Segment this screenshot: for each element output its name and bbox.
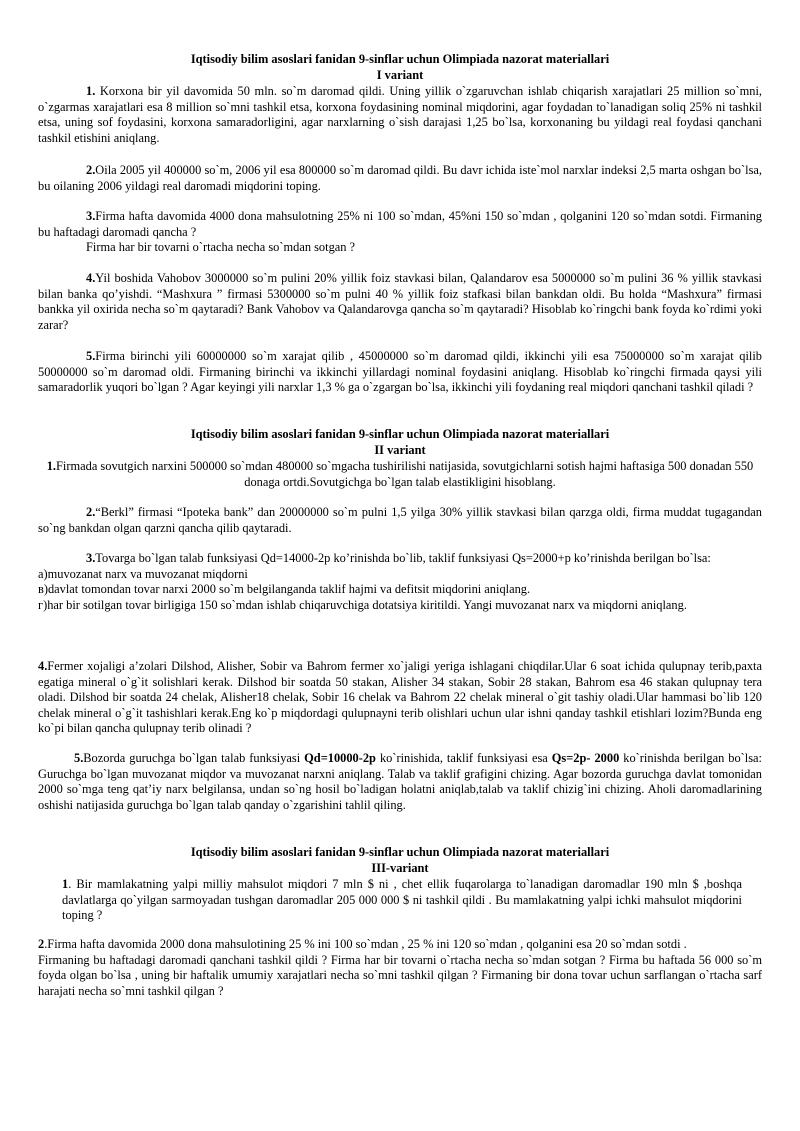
question-text: .Firma hafta davomida 2000 dona mahsulotining 25 % ini 100 so`mdan , 25 % ini 120 so`mdan , qolganini esa 20 so`mdan sotdi . [44,937,687,951]
question-text: ko`rinishida, taklif funksiyasi esa [375,751,552,765]
question-number: 2. [86,505,96,519]
v2-question-1 [38,459,762,490]
variant-label-v1: I variant [376,68,424,82]
v3-question-1 [62,877,742,924]
v1-question-5 [38,349,762,396]
question-text: Korxona bir yil davomida 50 mln. so`m daromad qildi. Uning yillik o`zgaruvchan ishlab chiqarish xarajatlari 25 million so`mni, o`zgarmas xarajatlari esa 8 million so`mni tashkil etsa, korxona foydasining nominal miqdorini, agar foydadan to`lanadigan soliq 25% ni tashkil etsa, uning sof foydasini, korxona samaradorligini, agar narxlarning o`sish darajasi 1,25 bo`lsa, korxonaning bu yildagi real foydasi qanchani tashkil etishini aniqlang. [38,84,762,145]
variant-label-v3: III-variant [371,861,429,875]
question-number: 1. [86,84,96,98]
v2-question-2 [38,505,762,536]
question-number: 4. [86,271,96,285]
question-number: 1 [62,877,69,891]
question-text: Firma hafta davomida 4000 dona mahsulotning 25% ni 100 so`mdan, 45%ni 150 so`mdan , qolganini 120 so`mdan sotdi. Firmaning bu haftadagi daromadi qancha ? [38,209,762,239]
question-number: 2 [38,937,45,951]
question-text: . Bir mamlakatning yalpi milliy mahsulot miqdori 7 mln $ ni , chet ellik fuqarolarga to`lanadigan daromadlar 190 mln $ ,boshqa davlatlarga qo`yilgan sarmoyadan tushgan daromadlar 205 000 000 $ ni tashkil qildi . Bu mamlakatning yalpi ichki mahsulot miqdorini toping ? [62,877,742,923]
question-number: 4. [38,659,48,673]
demand-function: Qd=10000-2p [304,751,376,765]
v2-question-3 [38,551,762,613]
v2-question-5 [38,751,762,813]
v1-question-4 [38,271,762,333]
question-text: ko`rinishda berilgan bo`lsa: Guruchga bo`lgan muvozanat miqdor va muvozanat narxni aniqlang. Talab va taklif grafigini chizing. Agar bozorda guruchga davlat tomonidan 2000 so`mga teng qat’iy narx belgilansa, undan so`ng hosil bo`ladigan holatni aniqlab,talab va taklif chizig`ini chizing. Aholi daromadlarining oshishi natijasida guruchga bo`lgan talab qanday o`zgarishini tahlil qiling. [38,751,762,812]
question-number: 3. [86,551,96,565]
question-number: 3. [86,209,96,223]
question-text: Fermer xojaligi a’zolari Dilshod, Alisher, Sobir va Bahrom fermer xo`jaligi yeriga ishlagani chiqdilar.Ular 6 soat ichida qulupnay terib,paxta egatiga mineral o`g`it solishlari kerak. Dilshod bir soatda 50 stakan, Alisher 34 stakan, Sobir 28 stakan, Bahrom esa 46 stakan qulupnay tera oladi. Dilshod bir soatda 24 chelak, Alisher18 chelak, Sobir 16 chelak va Bahrom 22 chelak mineral o`git tashiy oladi.Ular hammasi bo`lib 120 chelak mineral o`g`it tashishlari kerak.Eng ko`p miqdordagi qulupnayni terib olishlari uchun ular ishni qanday tashkil etishlari lozim?Bunda eng ko`pi bilan qancha qulupnay terib olinadi ? [38,659,762,736]
question-option-c: г)har bir sotilgan tovar birligiga 150 so`mdan ishlab chiqaruvchiga dotatsiya kiritildi. Yangi muvozanat narx va miqdorni aniqlang. [38,597,687,612]
question-text: Tovarga bo`lgan talab funksiyasi Qd=14000-2p ko’rinishda bo`lib, taklif funksiyasi Qs=2000+p ko’rinishda berilgan bo`lsa: [95,551,711,565]
question-subline: Firmaning bu haftadagi daromadi qanchani tashkil qildi ? Firma har bir tovarni o`rtacha necha so`mdan sotgan ? Firma bu haftada 56 000 so`m foyda olgan bo`lsa , uning bir haftalik umumiy xarajatlari necha so`mni tashkil qilgan ? Firmaning bir dona tovar uchun sarflangan o`rtacha sarf harajati necha so`mni tashkil qilgan ? [38,952,762,998]
section-title-v2: Iqtisodiy bilim asoslari fanidan 9-sinflar uchun Olimpiada nazorat materiallari [190,427,610,441]
question-text: Oila 2005 yil 400000 so`m, 2006 yil esa 800000 so`m daromad qildi. Bu davr ichida iste`mol narxlar indeksi 2,5 marta oshgan bo`lsa, bu oilaning 2006 yildagi real daromadi miqdorini toping. [38,163,762,193]
variant-label-v2: II variant [374,443,426,457]
question-number: 1. [46,459,57,473]
v1-question-2 [38,163,762,194]
v2-question-4 [38,659,762,737]
v3-question-2 [38,937,762,999]
question-text: “Berkl” firmasi “Ipoteka bank” dan 20000000 so`m pulni 1,5 yilga 30% yillik stavkasi bilan qarzga oldi, firma muddat tugagandan so`ng bankdan olgan qarzni qancha qilib qaytaradi. [38,505,762,535]
v1-question-3 [38,209,762,256]
question-subline: Firma har bir tovarni o`rtacha necha so`mdan sotgan ? [86,240,356,255]
question-number: 5. [86,349,96,363]
question-text: Bozorda guruchga bo`lgan talab funksiyasi [83,751,305,765]
question-text: Yil boshida Vahobov 3000000 so`m pulini 20% yillik foiz stavkasi bilan, Qalandarov esa 5000000 so`m pulini 36 % yillik stavkasi bilan banka qo’yishdi. “Mashxura ” firmasi 5300000 so`m pulni 40 % yillik foiz stafkasi bilan bankdan oldi. Bu holda “Mashxura” firmasi bankka yil oxirida necha so`m qaytaradi? Bank Vahobov va Qalandarovga qancha so`m qaytaradi? Hisoblab ko`ringchi bank foyda ko`rdimi yoki zarar? [38,271,762,332]
question-option-a: a)muvozanat narx va muvozanat miqdorni [38,566,248,581]
question-number: 2. [86,163,96,177]
question-text: Firma birinchi yili 60000000 so`m xarajat qilib , 45000000 so`m daromad qildi, ikkinchi yili esa 75000000 so`m xarajat qilib 50000000 so`m daromad oldi. Firmaning birinchi va ikkinchi yillardagi nominal foydasini aniqlang. Hisoblab ko`ringchi firmada qaysi yili samaradorlik yuqori bo`lgan ? Agar keyingi yili narxlar 1,3 % ga o`zgargan bo`lsa, ikkinchi yili foydaning real miqdori qanchani tashkil qiladi ? [38,349,762,395]
question-text: Firmada sovutgich narxini 500000 so`mdan 480000 so`mgacha tushirilishi natijasida, sovutgichlarni sotish hajmi haftasiga 500 donadan 550 donaga ortdi.Sovutgichga bo`lgan talab elastikligini hisoblang. [56,459,754,489]
section-title-v1: Iqtisodiy bilim asoslari fanidan 9-sinflar uchun Olimpiada nazorat materiallari [190,52,610,66]
section-title-v3: Iqtisodiy bilim asoslari fanidan 9-sinflar uchun Olimpiada nazorat materiallari [190,845,610,859]
question-number: 5. [74,751,84,765]
question-option-b: в)davlat tomondan tovar narxi 2000 so`m belgilanganda taklif hajmi va defitsit miqdorini aniqlang. [38,582,531,597]
supply-function: Qs=2p- 2000 [551,751,620,765]
v1-question-1 [38,84,762,146]
